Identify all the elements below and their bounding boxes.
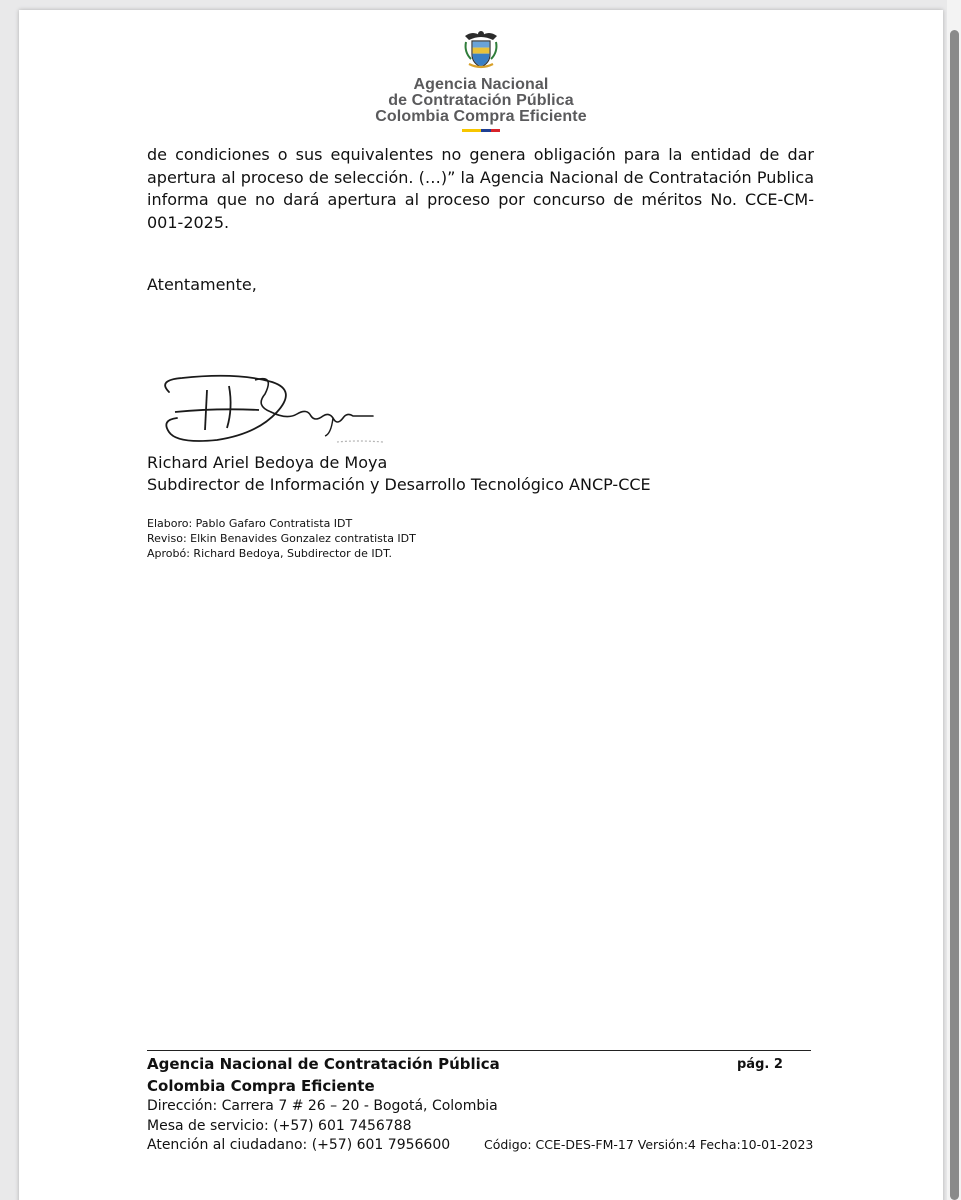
flag-stripe — [462, 129, 500, 132]
footer-org-line-1: Agencia Nacional de Contratación Pública — [147, 1055, 500, 1073]
credit-aprobo: Aprobó: Richard Bedoya, Subdirector de IDT. — [147, 547, 392, 560]
flag-yellow — [462, 129, 481, 132]
credit-reviso: Reviso: Elkin Benavides Gonzalez contratista IDT — [147, 532, 416, 545]
footer-divider — [147, 1050, 811, 1051]
flag-blue — [481, 129, 491, 132]
vertical-scrollbar[interactable] — [947, 0, 961, 1200]
signer-title: Subdirector de Información y Desarrollo Tecnológico ANCP-CCE — [147, 475, 651, 494]
signer-block — [147, 452, 651, 496]
footer-citizen-line: Atención al ciudadano: (+57) 601 7956600 — [147, 1137, 451, 1153]
closing-salutation: Atentamente, — [147, 275, 257, 294]
document-code: Código: CCE-DES-FM-17 Versión:4 Fecha:10-01-2023 — [484, 1137, 814, 1152]
logo-line-2: de Contratación Pública — [388, 92, 574, 109]
body-paragraph: de condiciones o sus equivalentes no genera obligación para la entidad de dar apertura al proceso de selección. (…)” la Agencia Nacional de Contratación Publica informa que no dará apertura al proceso por concurso de méritos No. CCE-CM-001-2025. — [147, 145, 814, 232]
credit-elaboro: Elaboro: Pablo Gafaro Contratista IDT — [147, 517, 353, 530]
footer-service-desk: Mesa de servicio: (+57) 601 7456788 — [147, 1117, 412, 1134]
agency-logo — [19, 28, 943, 132]
logo-line-1: Agencia Nacional — [413, 76, 549, 93]
document-credits — [147, 516, 416, 561]
signer-name: Richard Ariel Bedoya de Moya — [147, 453, 388, 472]
flag-red — [491, 129, 501, 132]
footer-org-line-2: Colombia Compra Eficiente — [147, 1077, 375, 1095]
logo-line-3: Colombia Compra Eficiente — [375, 108, 587, 125]
document-page — [19, 10, 943, 1200]
scrollbar-thumb[interactable] — [950, 30, 959, 1200]
coat-of-arms-icon — [461, 28, 501, 70]
handwritten-signature — [147, 360, 387, 450]
footer-address: Dirección: Carrera 7 # 26 – 20 - Bogotá, Colombia — [147, 1098, 498, 1114]
page-number: pág. 2 — [737, 1057, 783, 1072]
